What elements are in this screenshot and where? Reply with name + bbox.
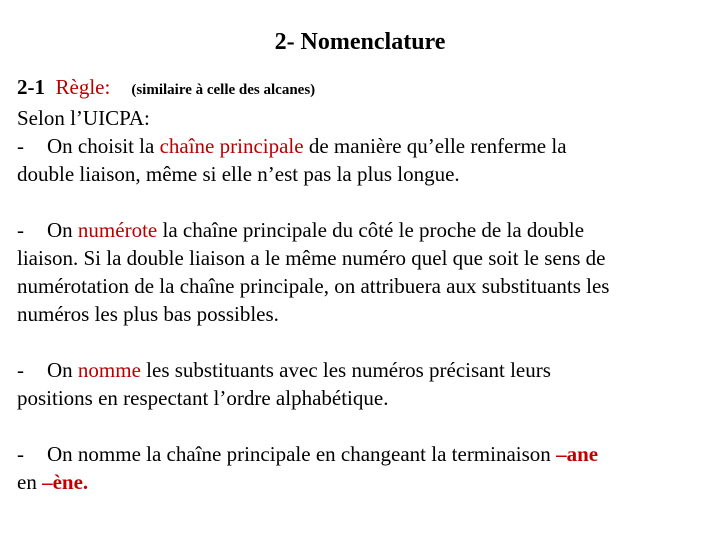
document-body: [17, 73, 707, 496]
item-line: [17, 356, 707, 384]
item-text: les substituants avec les numéros précisant leurs: [140, 358, 551, 382]
intro-text: Selon l’UICPA:: [17, 106, 150, 130]
highlight-term: chaîne principale: [159, 134, 304, 158]
item-line: positions en respectant l’ordre alphabétique.: [17, 386, 389, 410]
item-line: [17, 440, 707, 468]
item-text: On: [47, 218, 78, 242]
list-item: [17, 356, 707, 412]
suffix-ane: –ane: [556, 442, 599, 466]
item-text: On choisit la: [47, 134, 160, 158]
spacer: [17, 328, 707, 356]
bullet-dash: -: [17, 218, 24, 242]
list-item: [17, 216, 707, 328]
item-text: de manière qu’elle renferme la: [303, 134, 567, 158]
item-text: en: [17, 470, 43, 494]
item-line: [17, 132, 707, 160]
spacer: [17, 412, 707, 440]
list-item: [17, 440, 707, 496]
bullet-dash: -: [17, 358, 24, 382]
suffix-ene: –ène.: [42, 470, 89, 494]
item-line: double liaison, même si elle n’est pas la plus longue.: [17, 162, 460, 186]
rule-note: (similaire à celle des alcanes): [131, 82, 316, 98]
item-line: [17, 216, 707, 244]
bullet-dash: -: [17, 134, 24, 158]
item-line: [17, 468, 707, 496]
page-title: 2- Nomenclature: [274, 29, 446, 55]
item-text: On nomme la chaîne principale en changeant la terminaison: [47, 442, 557, 466]
item-text: On: [47, 358, 78, 382]
item-line: numérotation de la chaîne principale, on attribuera aux substituants les: [17, 274, 610, 298]
bullet-dash: -: [17, 442, 24, 466]
list-item: [17, 132, 707, 188]
item-line: numéros les plus bas possibles.: [17, 302, 279, 326]
rule-heading: [17, 73, 707, 104]
highlight-term: nomme: [77, 358, 141, 382]
rule-label: Règle:: [55, 75, 111, 99]
item-line: liaison. Si la double liaison a le même numéro quel que soit le sens de: [17, 246, 606, 270]
highlight-term: numérote: [77, 218, 158, 242]
rule-number: 2-1: [17, 75, 45, 99]
spacer: [17, 188, 707, 216]
item-text: la chaîne principale du côté le proche de la double: [157, 218, 585, 242]
